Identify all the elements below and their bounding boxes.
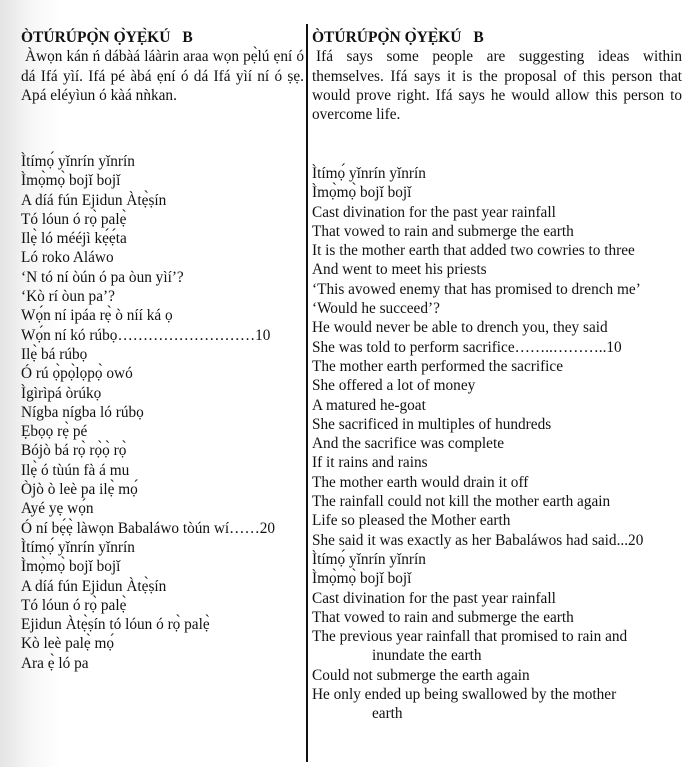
verse-line: Kò leè palẹ̀ mọ́ xyxy=(21,635,115,653)
verse-line: Ó ní bẹ́ẹ̀ làwọn Babaláwo tòún wí……20 xyxy=(21,519,276,537)
verse-line: Ayé yẹ wọ́n xyxy=(21,500,94,518)
verse-line: That vowed to rain and submerge the earth xyxy=(312,608,574,626)
yoruba-title xyxy=(21,28,304,47)
verse-line: A díá fún Ejidun Àtẹ̀ṣín xyxy=(21,191,167,209)
verse-line: Wọ́n ní kó rúbọ………………………10 xyxy=(21,326,271,344)
yoruba-column xyxy=(21,28,304,672)
verse-line: Wọ́n ní ipáa rẹ̀ ò níí ká ọ xyxy=(21,307,173,325)
verse-line-wrapped xyxy=(312,685,682,724)
verse-line: She said it was exactly as her Babaláwos had said...20 xyxy=(312,531,644,549)
verse-line: The mother earth performed the sacrifice xyxy=(312,357,563,375)
verse-line: Ejidun Àtẹ̀ṣín tó lóun ó rọ̀ palẹ̀ xyxy=(21,616,210,634)
english-title xyxy=(312,28,682,47)
verse-text: The previous year rainfall that promised to rain and xyxy=(312,628,628,646)
verse-line: Ìtímọ́ yǐnrín yǐnrín xyxy=(312,165,426,182)
title-text: ÒTÚRÚPỌ̀N Ọ̀YẸ̀KÚ xyxy=(21,29,171,46)
column-divider xyxy=(306,24,308,762)
verse-line: Life so pleased the Mother earth xyxy=(312,512,511,530)
yoruba-verses xyxy=(21,152,275,673)
english-summary: Ifá says some people are suggesting ideas within themselves. Ifá says it is the proposal of this person that would prove right. Ifá says he would allow this person to overcome life. xyxy=(312,48,682,124)
verse-line: Ìgìrìpá òrúkọ xyxy=(21,384,102,402)
verse-line: Ìmọ̀mọ̀ bojǐ bojǐ xyxy=(312,184,412,202)
verse-line: Bójò bá rọ̀ rọ̀ọ̀ rọ̀ xyxy=(21,442,127,460)
verse-line: Òjò ò leè pa ilẹ̀ mọ́ xyxy=(21,481,138,499)
title-text: ÒTÚRÚPỌ̀N Ọ̀YẸ̀KÚ xyxy=(312,29,462,46)
verse-line: ‘N tó ní òún ó pa òun yìí’? xyxy=(21,268,184,286)
verse-line: Ìtímọ́ yǐnrín yǐnrín xyxy=(21,153,135,170)
verse-line: A matured he-goat xyxy=(312,396,426,414)
verse-line: Tó lóun ó rọ̀ palẹ̀ xyxy=(21,596,127,614)
verse-line: And went to meet his priests xyxy=(312,261,487,279)
title-suffix: B xyxy=(182,29,193,46)
verse-line: Ilẹ̀ ó tùún fà á mu xyxy=(21,461,130,479)
verse-line: The rainfall could not kill the mother earth again xyxy=(312,493,611,511)
verse-line: Nígba nígba ló rúbọ xyxy=(21,403,144,421)
verse-line: She sacrificed in multiples of hundreds xyxy=(312,415,552,433)
verse-line: Ìmọ̀mọ̀ bojǐ bojǐ xyxy=(21,172,121,190)
verse-line: A díá fún Ejidun Àtẹ̀ṣín xyxy=(21,577,167,595)
verse-line: She was told to perform sacrifice……..………..10 xyxy=(312,338,622,356)
verse-continuation: inundate the earth xyxy=(372,647,482,665)
verse-line: She offered a lot of money xyxy=(312,377,476,395)
english-verses xyxy=(312,164,682,724)
verse-line: Ilẹ̀ bá rúbọ xyxy=(21,345,88,363)
verse-line: Tó lóun ó rọ̀ palẹ̀ xyxy=(21,210,127,228)
verse-line: He would never be able to drench you, they said xyxy=(312,319,608,337)
verse-text: He only ended up being swallowed by the mother xyxy=(312,686,617,704)
verse-line: ‘Kò rí òun pa’? xyxy=(21,288,115,306)
verse-line: ‘Would he succeed’? xyxy=(312,300,440,318)
verse-continuation: earth xyxy=(372,705,403,723)
verse-line: Ó rú ọ̀pọ̀lọpọ̀ owó xyxy=(21,365,133,383)
verse-line: And the sacrifice was complete xyxy=(312,435,504,453)
verse-line: The mother earth would drain it off xyxy=(312,473,529,491)
verse-line: That vowed to rain and submerge the earth xyxy=(312,222,574,240)
verse-line: Ìmọ̀mọ̀ bojǐ bojǐ xyxy=(312,570,412,588)
verse-line-wrapped xyxy=(312,627,682,666)
verse-line: Ìmọ̀mọ̀ bojǐ bojǐ xyxy=(21,558,121,576)
verse-line: Ló roko Aláwo xyxy=(21,249,114,267)
title-suffix: B xyxy=(473,29,484,46)
verse-line: If it rains and rains xyxy=(312,454,428,472)
english-column xyxy=(312,28,682,723)
verse-line: Could not submerge the earth again xyxy=(312,666,530,684)
verse-line: Ilẹ̀ ló mééjì kẹ́ẹ́ta xyxy=(21,230,127,248)
verse-line: Ẹbọọ rẹ̀ pé xyxy=(21,423,88,441)
verse-line: Ara ẹ̀ ló pa xyxy=(21,654,89,672)
verse-line: Cast divination for the past year rainfall xyxy=(312,589,556,607)
verse-line: Ìtímọ́ yǐnrín yǐnrín xyxy=(312,550,426,568)
verse-line: Cast divination for the past year rainfall xyxy=(312,203,556,221)
verse-line: It is the mother earth that added two cowries to three xyxy=(312,242,635,260)
verse-line: ‘This avowed enemy that has promised to drench me’ xyxy=(312,280,641,298)
yoruba-summary: Àwọn kán ń dábàá láàrin araa wọn pẹ̀lú ẹní ó dá Ifá yìí. Ifá pé àbá ẹní ó dá Ifá yìí ní ó ṣẹ. Apá eléyìun ó kàá nǹkan. xyxy=(21,48,304,104)
verse-line: Ìtímọ́ yǐnrín yǐnrín xyxy=(21,538,135,556)
